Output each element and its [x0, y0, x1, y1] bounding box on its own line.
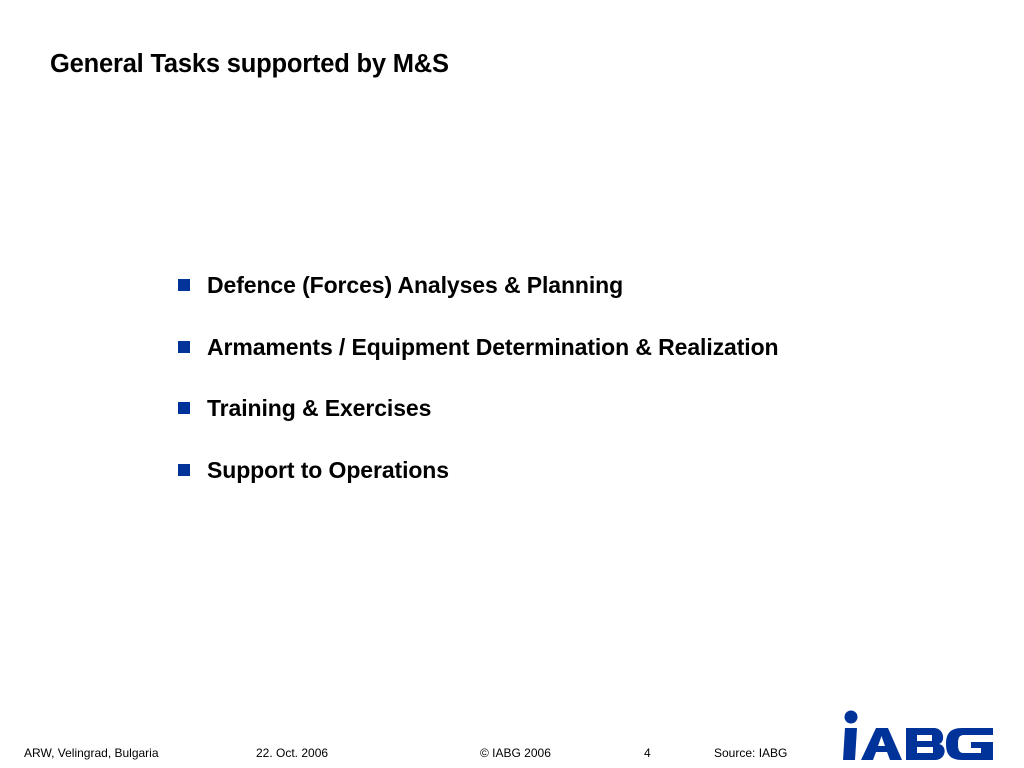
bullet-item [175, 453, 778, 515]
logo-i-stem [843, 728, 857, 760]
bullet-item [175, 268, 778, 330]
footer-date: 22. Oct. 2006 [256, 746, 329, 760]
square-bullet-icon [178, 341, 190, 353]
square-bullet-icon [178, 279, 190, 291]
logo-i-dot [845, 711, 858, 724]
square-bullet-icon [178, 464, 190, 476]
bullet-text: Armaments / Equipment Determination & Realization [207, 333, 779, 360]
logo-letter-b-lower-counter [917, 747, 933, 753]
footer-source: Source: IABG [714, 746, 788, 760]
logo-letter-b [906, 728, 945, 760]
footer-copyright: © IABG 2006 [480, 746, 551, 760]
iabg-logo [838, 708, 998, 764]
logo-letter-b-upper-counter [917, 735, 932, 741]
bullet-item [175, 330, 778, 392]
slide-title: General Tasks supported by M&S [50, 50, 449, 78]
logo-letter-g [946, 728, 993, 760]
bullet-item [175, 391, 778, 453]
bullet-list [175, 268, 778, 514]
footer-page-number: 4 [644, 746, 651, 760]
footer-location: ARW, Velingrad, Bulgaria [24, 746, 159, 760]
bullet-text: Defence (Forces) Analyses & Planning [207, 272, 624, 298]
bullet-text: Support to Operations [207, 456, 449, 483]
square-bullet-icon [178, 402, 190, 414]
bullet-text: Training & Exercises [207, 395, 432, 421]
